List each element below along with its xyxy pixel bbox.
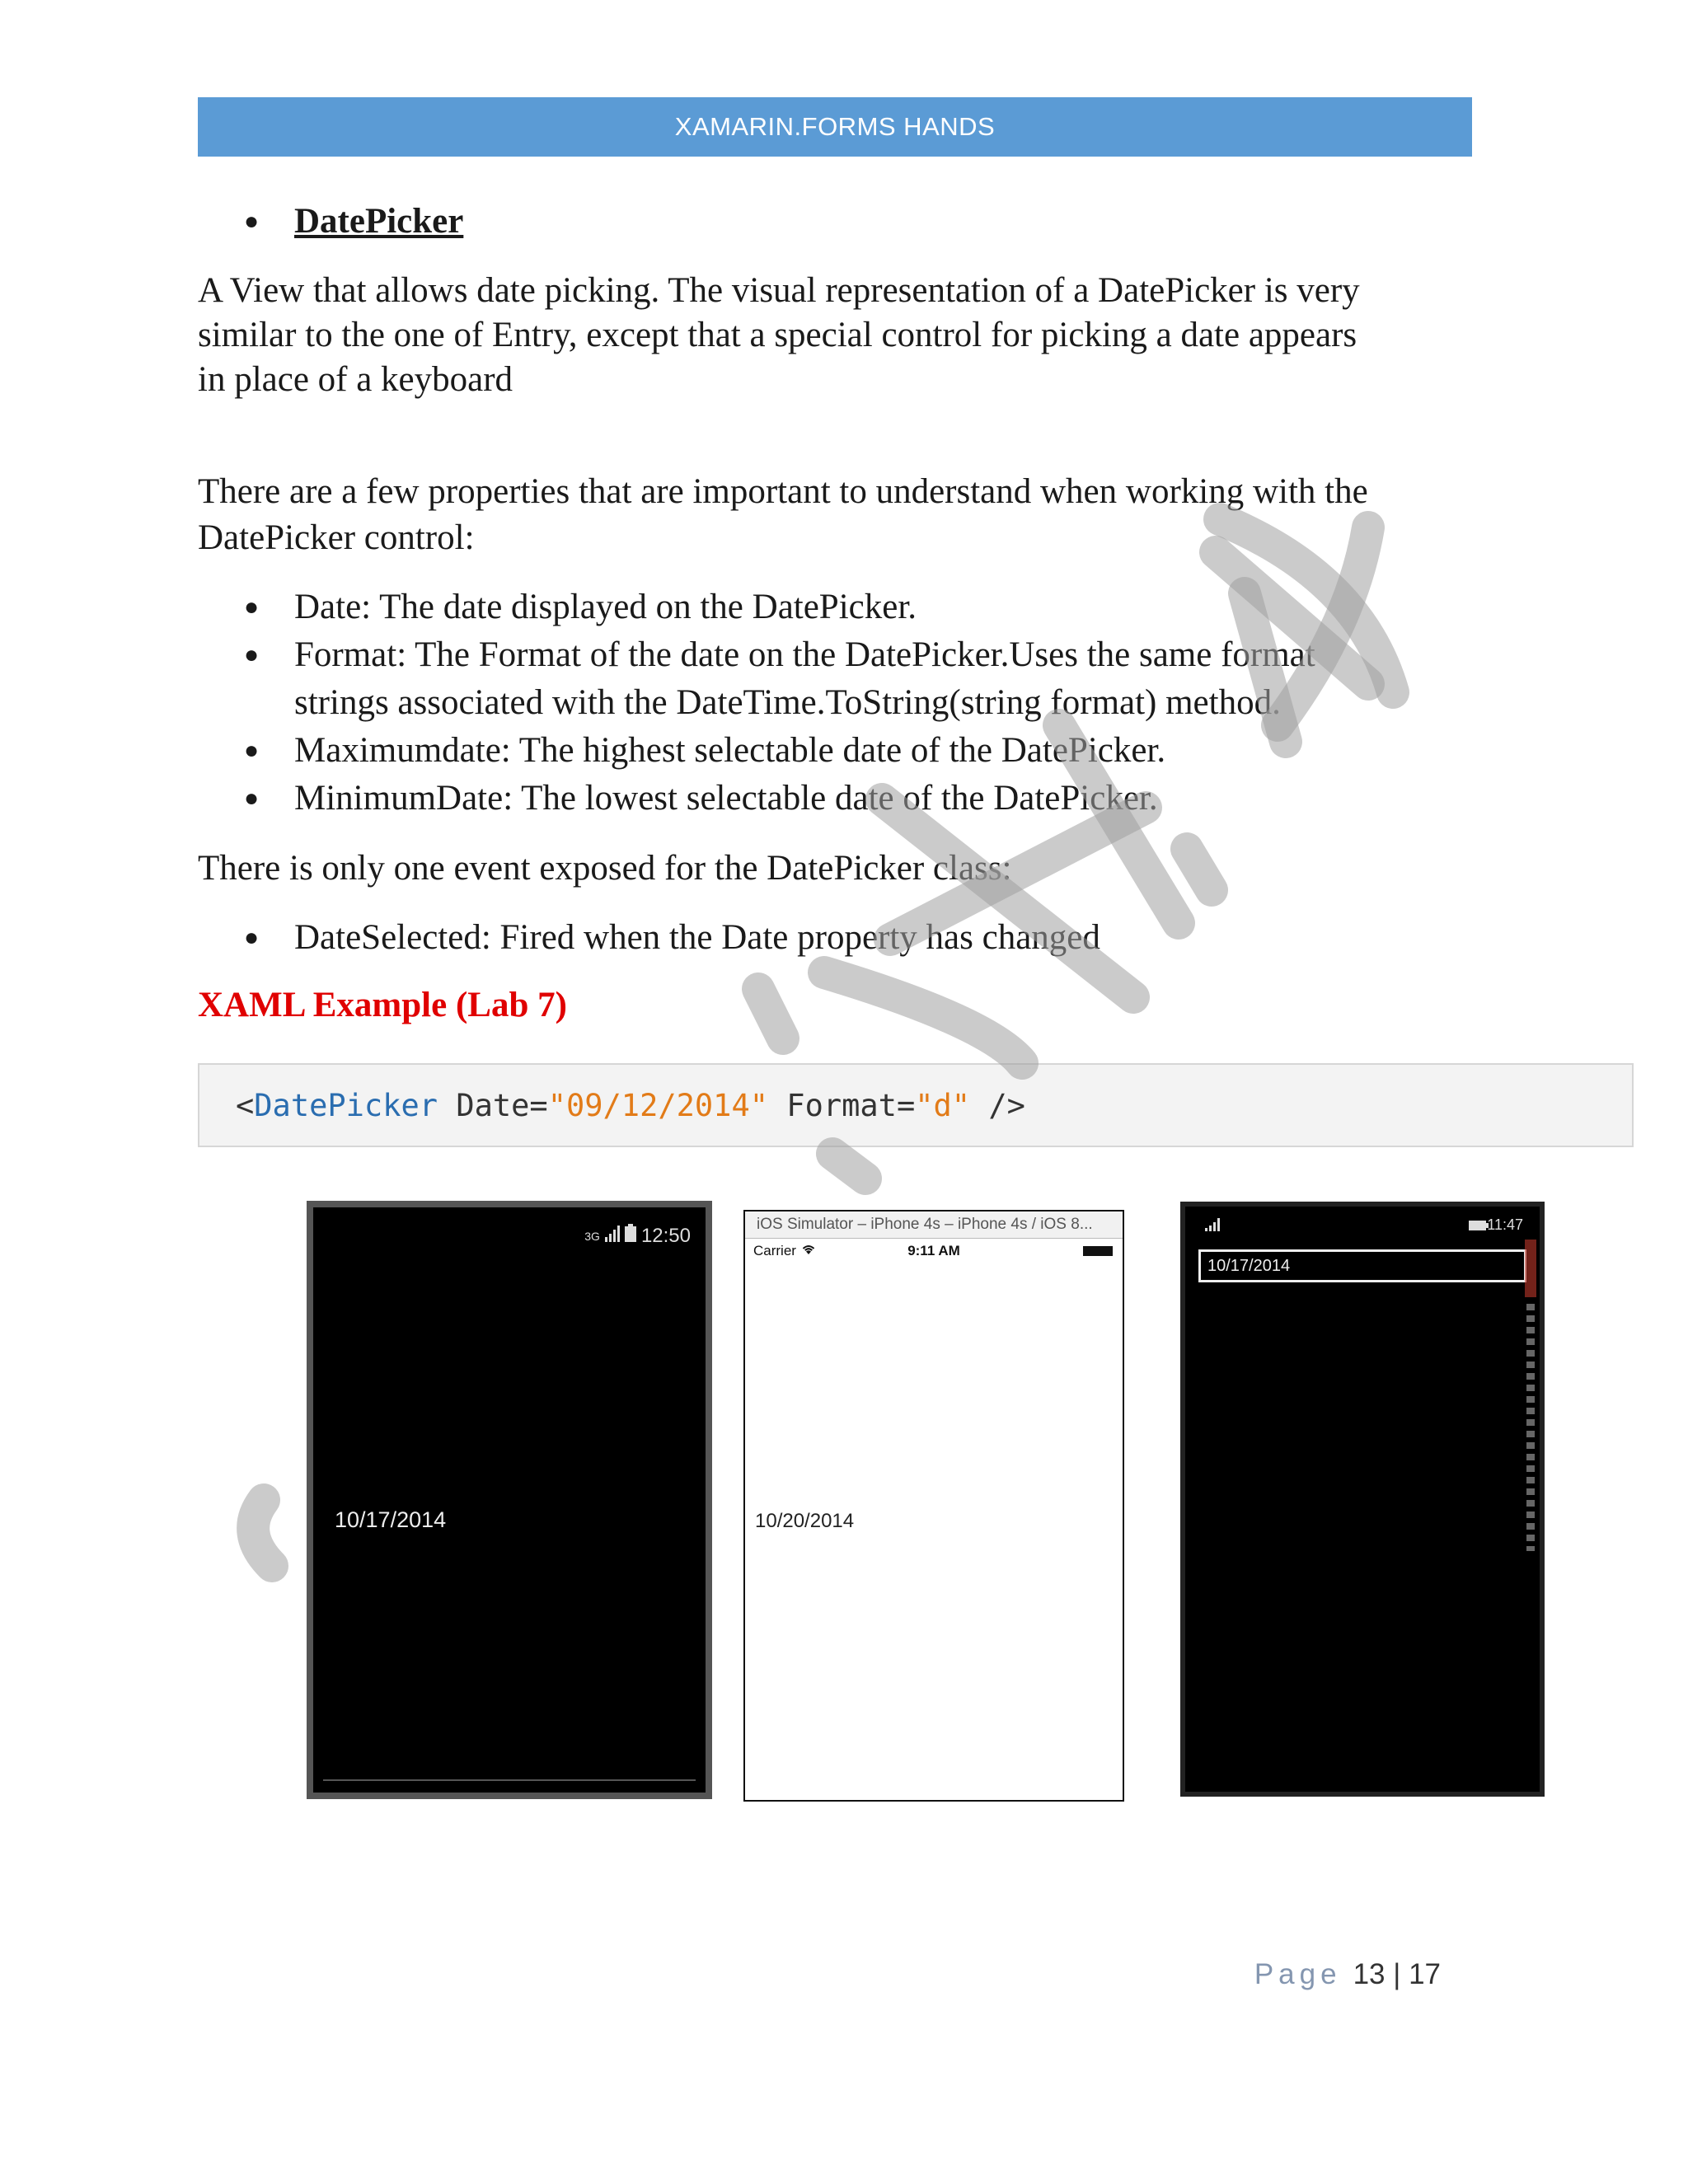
code-close: /> (970, 1087, 1025, 1123)
list-item: Format: The Format of the date on the DatePicker.Uses the same format (294, 635, 1315, 674)
code-attr: Format= (768, 1087, 916, 1123)
bullet-icon: ● (244, 785, 260, 812)
bullet-icon: ● (244, 641, 260, 668)
properties-intro-line-2: DatePicker control: (198, 518, 475, 557)
code-value: "09/12/2014" (547, 1087, 769, 1123)
wp-time: 11:47 (1487, 1216, 1523, 1233)
wp-debug-counter-accent (1525, 1240, 1536, 1297)
wp-date-value: 10/17/2014 (1207, 1256, 1291, 1275)
android-divider (323, 1779, 696, 1781)
page-separator: | (1393, 1958, 1401, 1990)
intro-line-2: similar to the one of Entry, except that a special control for picking a date appears (198, 316, 1357, 354)
list-item: Date: The date displayed on the DatePicker. (294, 588, 917, 626)
ios-carrier-label: Carrier (753, 1243, 796, 1258)
battery-icon (1469, 1220, 1489, 1235)
bullet-icon: ● (244, 593, 260, 621)
events-intro: There is only one event exposed for the DatePicker class: (198, 849, 1012, 888)
page-number: 13 (1353, 1958, 1386, 1990)
page-word: Page (1254, 1958, 1342, 1990)
bullet-icon: ● (244, 208, 260, 235)
section-title: DatePicker (294, 202, 464, 241)
page-header (198, 97, 1472, 157)
page-footer (1254, 1958, 1441, 1991)
code-tag: DatePicker (254, 1087, 438, 1123)
windows-phone-screenshot (1180, 1202, 1545, 1797)
battery-icon (625, 1224, 636, 1248)
bullet-icon: ● (244, 737, 260, 764)
page-total: 17 (1409, 1958, 1441, 1990)
ios-simulator-titlebar (745, 1212, 1123, 1239)
android-screenshot (307, 1201, 712, 1799)
list-item-continuation: strings associated with the DateTime.ToString(string format) method. (294, 683, 1281, 722)
code-attr: Date= (438, 1087, 548, 1123)
code-value: "d" (915, 1087, 971, 1123)
ios-time: 9:11 AM (907, 1243, 960, 1258)
signal-icon (605, 1225, 620, 1248)
network-type: 3G (584, 1229, 600, 1243)
ios-date-picker[interactable]: 10/20/2014 (755, 1510, 855, 1532)
properties-intro-line-1: There are a few properties that are important to understand when working with the (198, 472, 1368, 511)
code-snippet (198, 1063, 1634, 1147)
wp-date-picker[interactable] (1198, 1249, 1526, 1282)
ios-screenshot (743, 1210, 1124, 1802)
list-item: DateSelected: Fired when the Date property has changed (294, 918, 1100, 957)
code-open: < (236, 1087, 255, 1123)
wp-debug-counters (1526, 1304, 1535, 1551)
intro-line-3: in place of a keyboard (198, 360, 513, 399)
ios-window-title: iOS Simulator – iPhone 4s – iPhone 4s / iOS 8... (757, 1216, 1093, 1233)
battery-icon (1083, 1246, 1113, 1256)
intro-line-1: A View that allows date picking. The visual representation of a DatePicker is very (198, 271, 1360, 310)
android-time: 12:50 (640, 1224, 691, 1247)
signal-icon (1205, 1218, 1223, 1235)
list-item: MinimumDate: The lowest selectable date of the DatePicker. (294, 779, 1158, 818)
list-item: Maximumdate: The highest selectable date of the DatePicker. (294, 731, 1166, 770)
android-date-picker[interactable]: 10/17/2014 (335, 1507, 447, 1532)
example-title: XAML Example (Lab 7) (198, 986, 567, 1024)
bullet-icon: ● (244, 924, 260, 951)
header-title: XAMARIN.FORMS HANDS (674, 112, 996, 141)
android-status-bar (584, 1224, 691, 1248)
